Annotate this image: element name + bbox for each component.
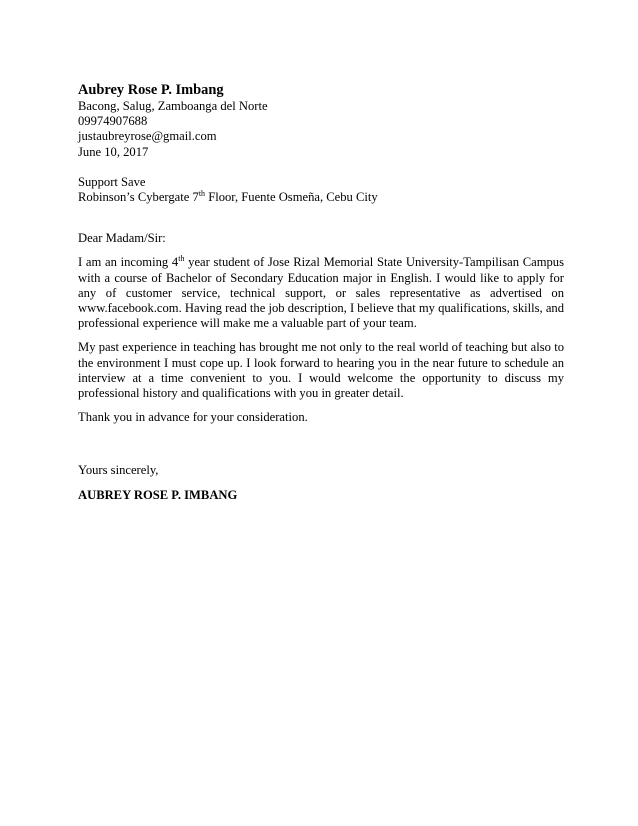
spacer xyxy=(78,401,564,410)
letter-body xyxy=(78,82,564,503)
recipient-address xyxy=(78,190,564,205)
paragraph-1 xyxy=(78,255,564,331)
sender-phone: 09974907688 xyxy=(78,114,148,129)
recipient-address-superscript: th xyxy=(198,188,206,198)
sender-name: Aubrey Rose P. Imbang xyxy=(78,82,224,98)
paragraph-1-prefix: I am an incoming 4 xyxy=(78,255,179,270)
spacer xyxy=(78,331,564,340)
salutation: Dear Madam/Sir: xyxy=(78,231,166,246)
paragraph-1-suffix: year student of Jose Rizal Memorial State University-Tampilisan Campus with a course of Bachelor of Secondary Education major in English. I would like to apply for any of customer service, technical support, or sales representative as advertised on www.facebook.com. Having read the job description, I believe that my qualifications, skills, and professional experience will make me a valuable part of your team. xyxy=(78,255,565,331)
recipient-address-prefix: Robinson’s Cybergate 7 xyxy=(78,190,199,205)
spacer xyxy=(78,205,564,225)
spacer xyxy=(78,160,564,175)
letter-date: June 10, 2017 xyxy=(78,144,149,159)
sender-email: justaubreyrose@gmail.com xyxy=(78,129,217,144)
signature: AUBREY ROSE P. IMBANG xyxy=(78,487,238,502)
sender-address: Bacong, Salug, Zamboanga del Norte xyxy=(78,99,268,113)
closing: Yours sincerely, xyxy=(78,463,159,478)
paragraph-1-superscript: th xyxy=(178,254,185,264)
spacer xyxy=(78,425,564,463)
paragraph-3: Thank you in advance for your consideration. xyxy=(78,410,308,425)
spacer xyxy=(78,479,564,488)
paragraph-2: My past experience in teaching has brought me not only to the real world of teaching but also to the environment I must cope up. I look forward to hearing you in the near future to schedule an interview at a time convenient to you. I would welcome the opportunity to discuss my professional history and qualifications with you in greater detail. xyxy=(78,340,564,401)
recipient-address-suffix: Floor, Fuente Osmeña, Cebu City xyxy=(205,190,378,205)
recipient-company: Support Save xyxy=(78,174,146,189)
